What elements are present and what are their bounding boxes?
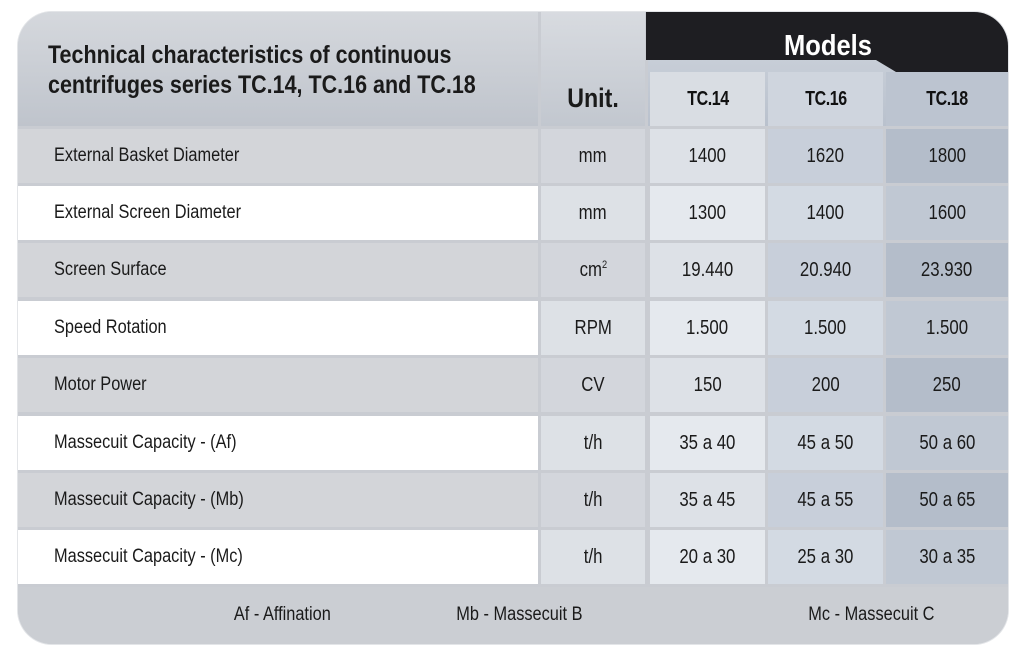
- row-label: External Basket Diameter: [18, 129, 538, 183]
- value-tc16: 20.940: [768, 243, 883, 297]
- row-unit: t/h: [541, 416, 645, 470]
- value-tc14: 35 a 45: [650, 473, 765, 527]
- footer-mb: Mb - Massecuit B: [456, 604, 583, 625]
- model-header-tc16: TC.16: [768, 72, 883, 126]
- row-unit: mm: [541, 129, 645, 183]
- value-tc18: 23.930: [886, 243, 1008, 297]
- value-tc14: 150: [650, 358, 765, 412]
- value-tc16: 25 a 30: [768, 530, 883, 584]
- unit-superscript: 2: [601, 258, 607, 271]
- row-unit: RPM: [541, 301, 645, 355]
- value-tc18: 250: [886, 358, 1008, 412]
- value-tc14: 1.500: [650, 301, 765, 355]
- value-tc16: 1.500: [768, 301, 883, 355]
- row-label: External Screen Diameter: [18, 186, 538, 240]
- value-tc14: 1300: [650, 186, 765, 240]
- value-tc18: 50 a 60: [886, 416, 1008, 470]
- row-label: Massecuit Capacity - (Mc): [18, 530, 538, 584]
- row-label: Massecuit Capacity - (Mb): [18, 473, 538, 527]
- unit-value: cm $^2$: [579, 258, 607, 281]
- title-line-2: centrifuges series TC.14, TC.16 and TC.18: [48, 71, 476, 99]
- unit-header: [541, 12, 645, 126]
- value-tc16: 1620: [768, 129, 883, 183]
- footer-af: Af - Affination: [233, 604, 331, 625]
- value-tc14: 1400: [650, 129, 765, 183]
- row-unit: t/h: [541, 530, 645, 584]
- table-title: [18, 12, 538, 126]
- row-unit: mm: [541, 186, 645, 240]
- value-tc14: 20 a 30: [650, 530, 765, 584]
- row-unit: [541, 243, 645, 297]
- value-tc16: 1400: [768, 186, 883, 240]
- model-header-tc14: TC.14: [650, 72, 765, 126]
- table-footer: [18, 587, 1008, 644]
- value-tc16: 200: [768, 358, 883, 412]
- value-tc16: 45 a 55: [768, 473, 883, 527]
- title-line-1: Technical characteristics of continuous: [48, 41, 452, 69]
- model-header-tc18: TC.18: [886, 72, 1008, 126]
- row-label: Motor Power: [18, 358, 538, 412]
- row-unit: CV: [541, 358, 645, 412]
- value-tc18: 1800: [886, 129, 1008, 183]
- row-label: Screen Surface: [18, 243, 538, 297]
- value-tc14: 19.440: [650, 243, 765, 297]
- unit-header-label: Unit.: [567, 83, 619, 113]
- row-label: Speed Rotation: [18, 301, 538, 355]
- value-tc14: 35 a 40: [650, 416, 765, 470]
- row-unit: t/h: [541, 473, 645, 527]
- value-tc18: 1.500: [886, 301, 1008, 355]
- value-tc18: 30 a 35: [886, 530, 1008, 584]
- value-tc16: 45 a 50: [768, 416, 883, 470]
- value-tc18: 1600: [886, 186, 1008, 240]
- models-label: Models: [784, 30, 872, 62]
- footer-mc: Mc - Massecuit C: [808, 604, 935, 625]
- row-label: Massecuit Capacity - (Af): [18, 416, 538, 470]
- value-tc18: 50 a 65: [886, 473, 1008, 527]
- spec-table: [18, 12, 1008, 644]
